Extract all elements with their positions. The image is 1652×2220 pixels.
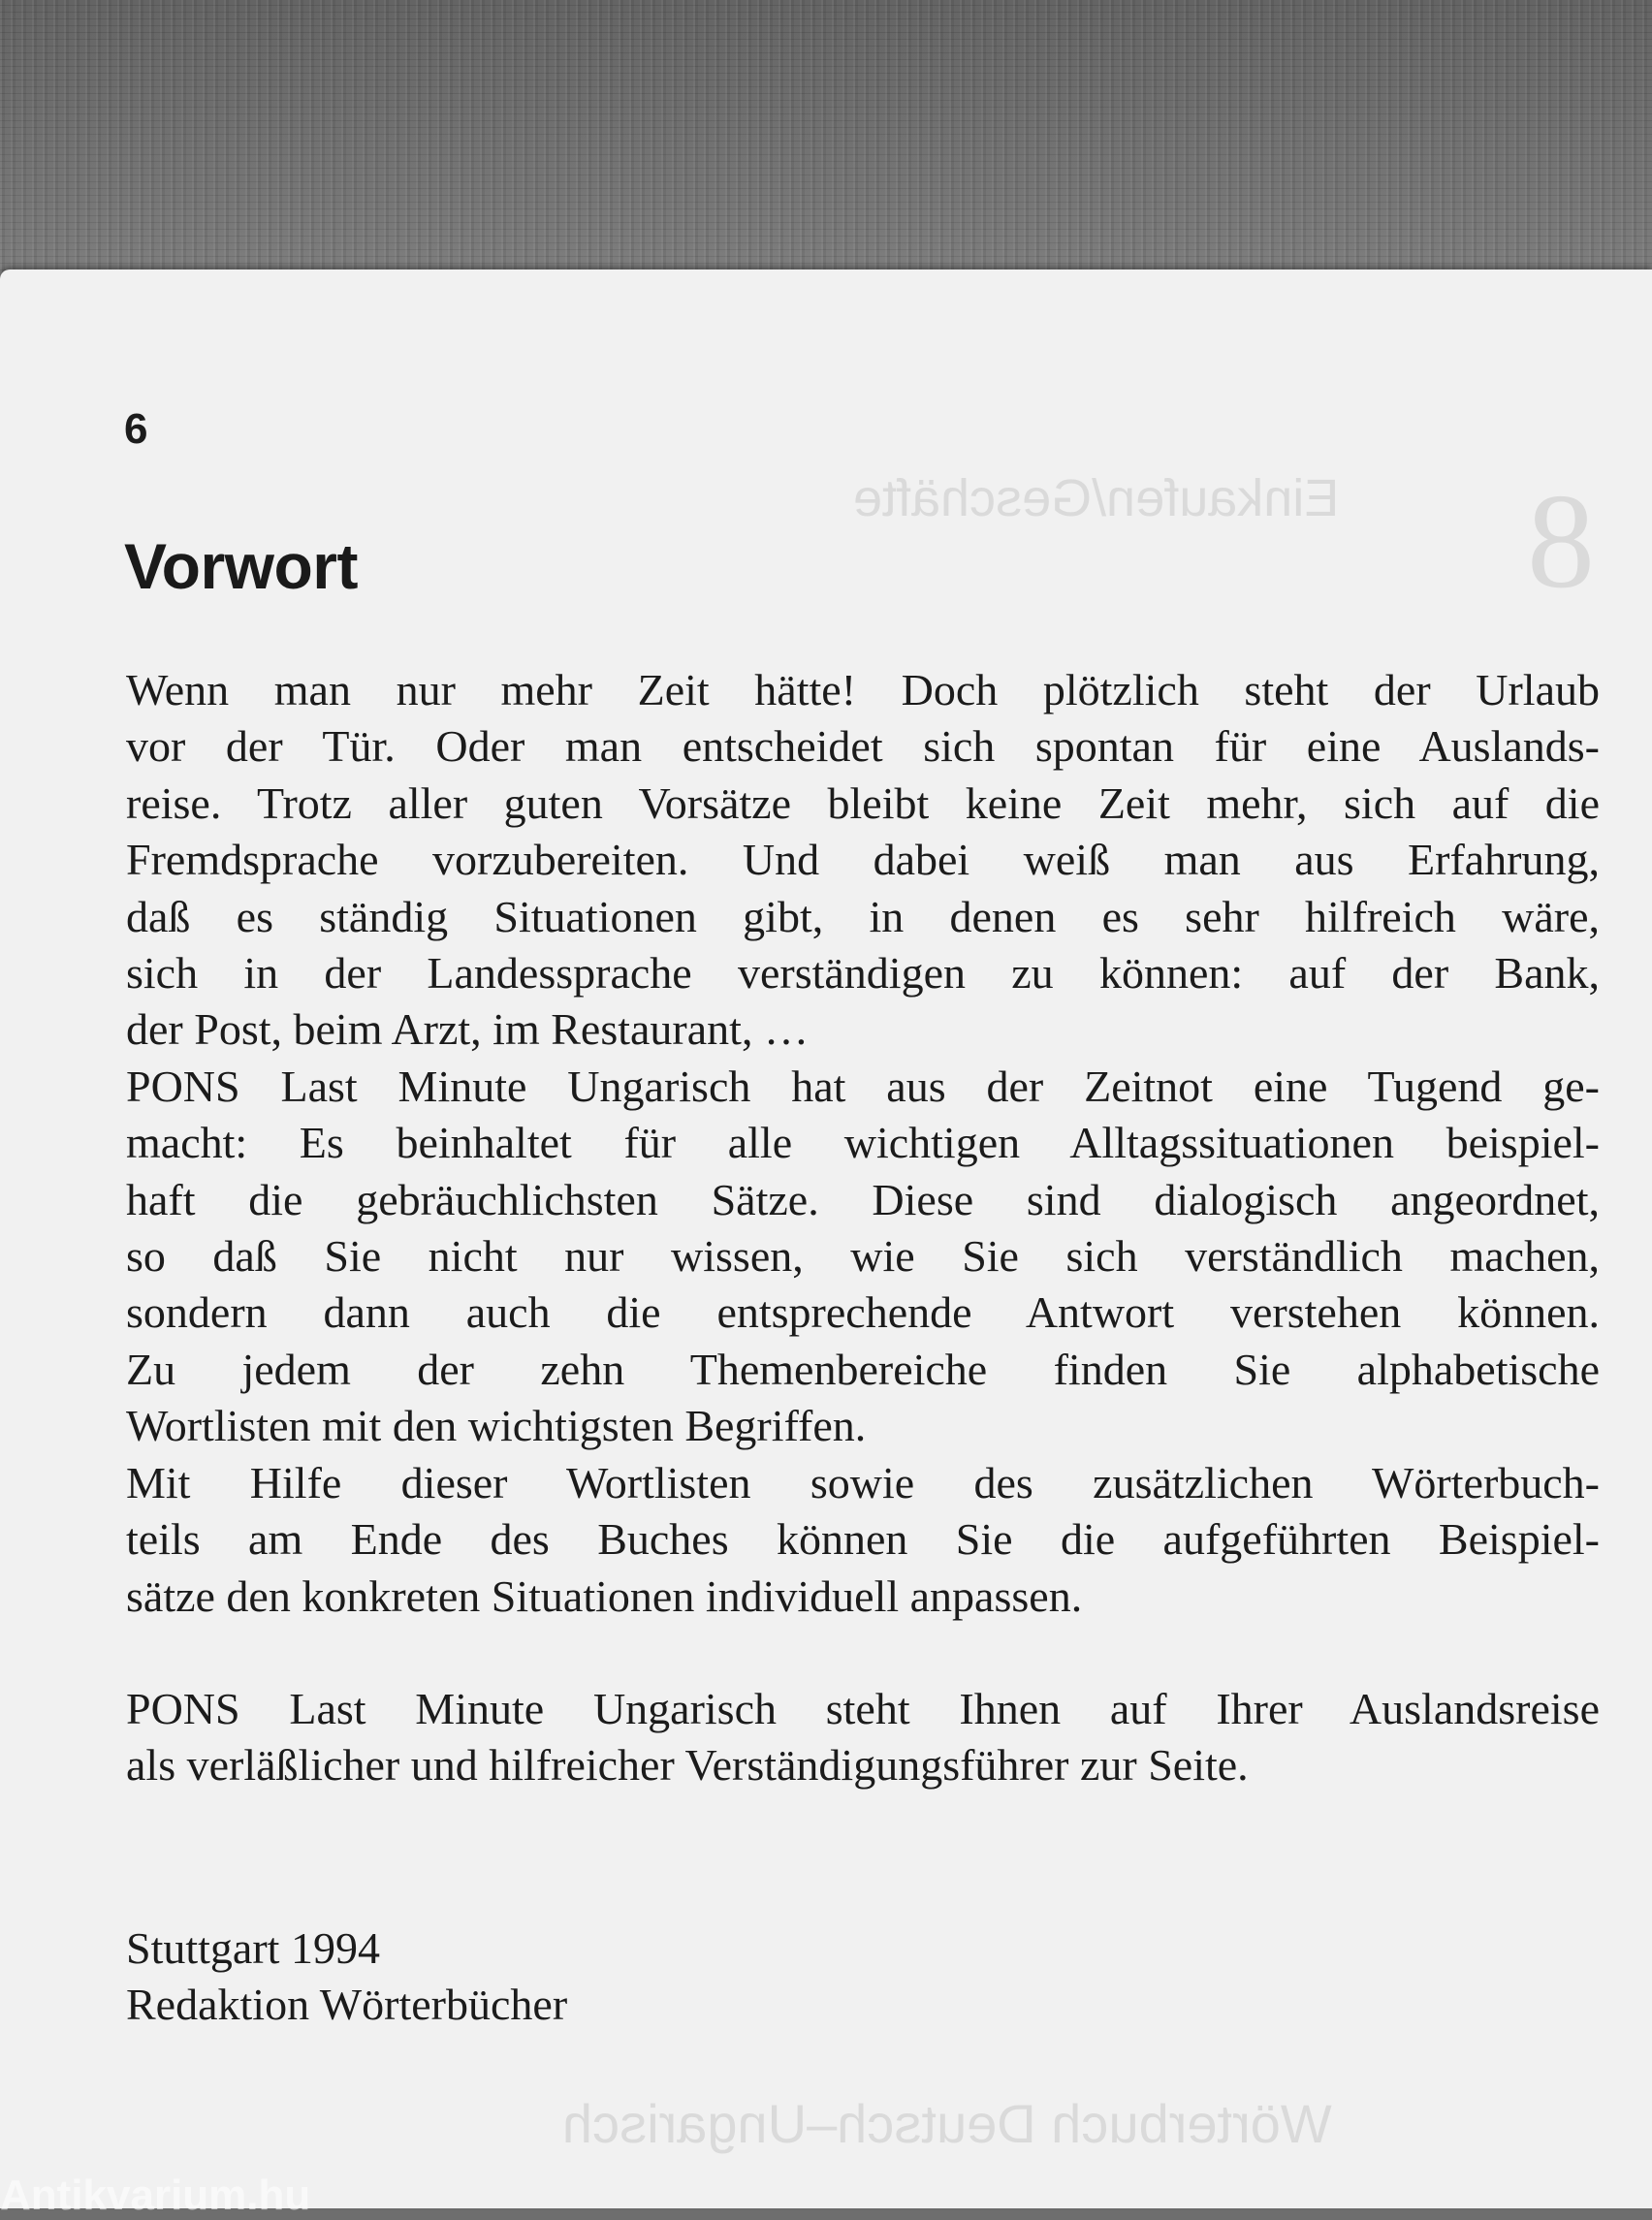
text-line: der Post, beim Arzt, im Restaurant, … — [126, 1004, 809, 1055]
text-line: sätze den konkreten Situationen individuell anpassen. — [126, 1570, 1083, 1621]
show-through-heading-top: Einkaufen/Geschäfte — [853, 469, 1340, 527]
paragraph-3 — [126, 1455, 1600, 1625]
text-line: sich in der Landessprache verständigen zu können: auf der Bank, — [126, 948, 1600, 999]
text-line: reise. Trotz aller guten Vorsätze bleibt keine Zeit mehr, sich auf die — [126, 777, 1600, 828]
show-through-heading-bottom: Wörterbuch Deutsch–Ungarisch — [562, 2093, 1332, 2154]
book-page — [0, 270, 1652, 2208]
paragraph-spacer — [126, 1625, 1600, 1681]
text-line: sondern dann auch die entsprechende Antwort verstehen können. — [126, 1287, 1600, 1338]
text-line: PONS Last Minute Ungarisch steht Ihnen auf Ihrer Auslandsreise — [126, 1683, 1600, 1733]
text-line: PONS Last Minute Ungarisch hat aus der Zeitnot eine Tugend ge- — [126, 1061, 1600, 1111]
watermark-text: Antikvarium.hu — [0, 2172, 311, 2219]
signature — [126, 1920, 1600, 2034]
paragraph-2 — [126, 1059, 1600, 1455]
paragraph-4 — [126, 1681, 1600, 1794]
text-line: so daß Sie nicht nur wissen, wie Sie sich verständlich machen, — [126, 1231, 1600, 1282]
signature-spacer — [126, 1794, 1600, 1920]
paragraph-1 — [126, 662, 1600, 1059]
text-line: Zu jedem der zehn Themenbereiche finden Sie alphabetische — [126, 1344, 1600, 1394]
text-line: Wenn man nur mehr Zeit hätte! Doch plötzlich steht der Urlaub — [126, 665, 1600, 714]
text-line: vor der Tür. Oder man entscheidet sich spontan für eine Auslands- — [126, 721, 1600, 772]
page-title: Vorwort — [124, 530, 358, 602]
text-line: Wortlisten mit den wichtigsten Begriffen. — [126, 1401, 867, 1451]
show-through-chapter-numeral: 8 — [1527, 466, 1595, 617]
text-line: Fremdsprache vorzubereiten. Und dabei weiß man aus Erfahrung, — [126, 835, 1600, 885]
table-surface-background — [0, 0, 1652, 291]
preface-text — [126, 662, 1600, 2034]
text-line: als verläßlicher und hilfreicher Verständigungsführer zur Seite. — [126, 1740, 1249, 1791]
signature-place-date: Stuttgart 1994 — [126, 1922, 380, 1973]
signature-author: Redaktion Wörterbücher — [126, 1980, 568, 2030]
text-line: daß es ständig Situationen gibt, in denen es sehr hilfreich wäre, — [126, 891, 1600, 941]
page-number: 6 — [124, 405, 148, 453]
text-line: macht: Es beinhaltet für alle wichtigen Alltagssituationen beispiel- — [126, 1118, 1600, 1168]
text-line: haft die gebräuchlichsten Sätze. Diese sind dialogisch angeordnet, — [126, 1174, 1600, 1224]
text-line: Mit Hilfe dieser Wortlisten sowie des zusätzlichen Wörterbuch- — [126, 1457, 1600, 1507]
text-line: teils am Ende des Buches können Sie die aufgeführten Beispiel- — [126, 1514, 1600, 1565]
